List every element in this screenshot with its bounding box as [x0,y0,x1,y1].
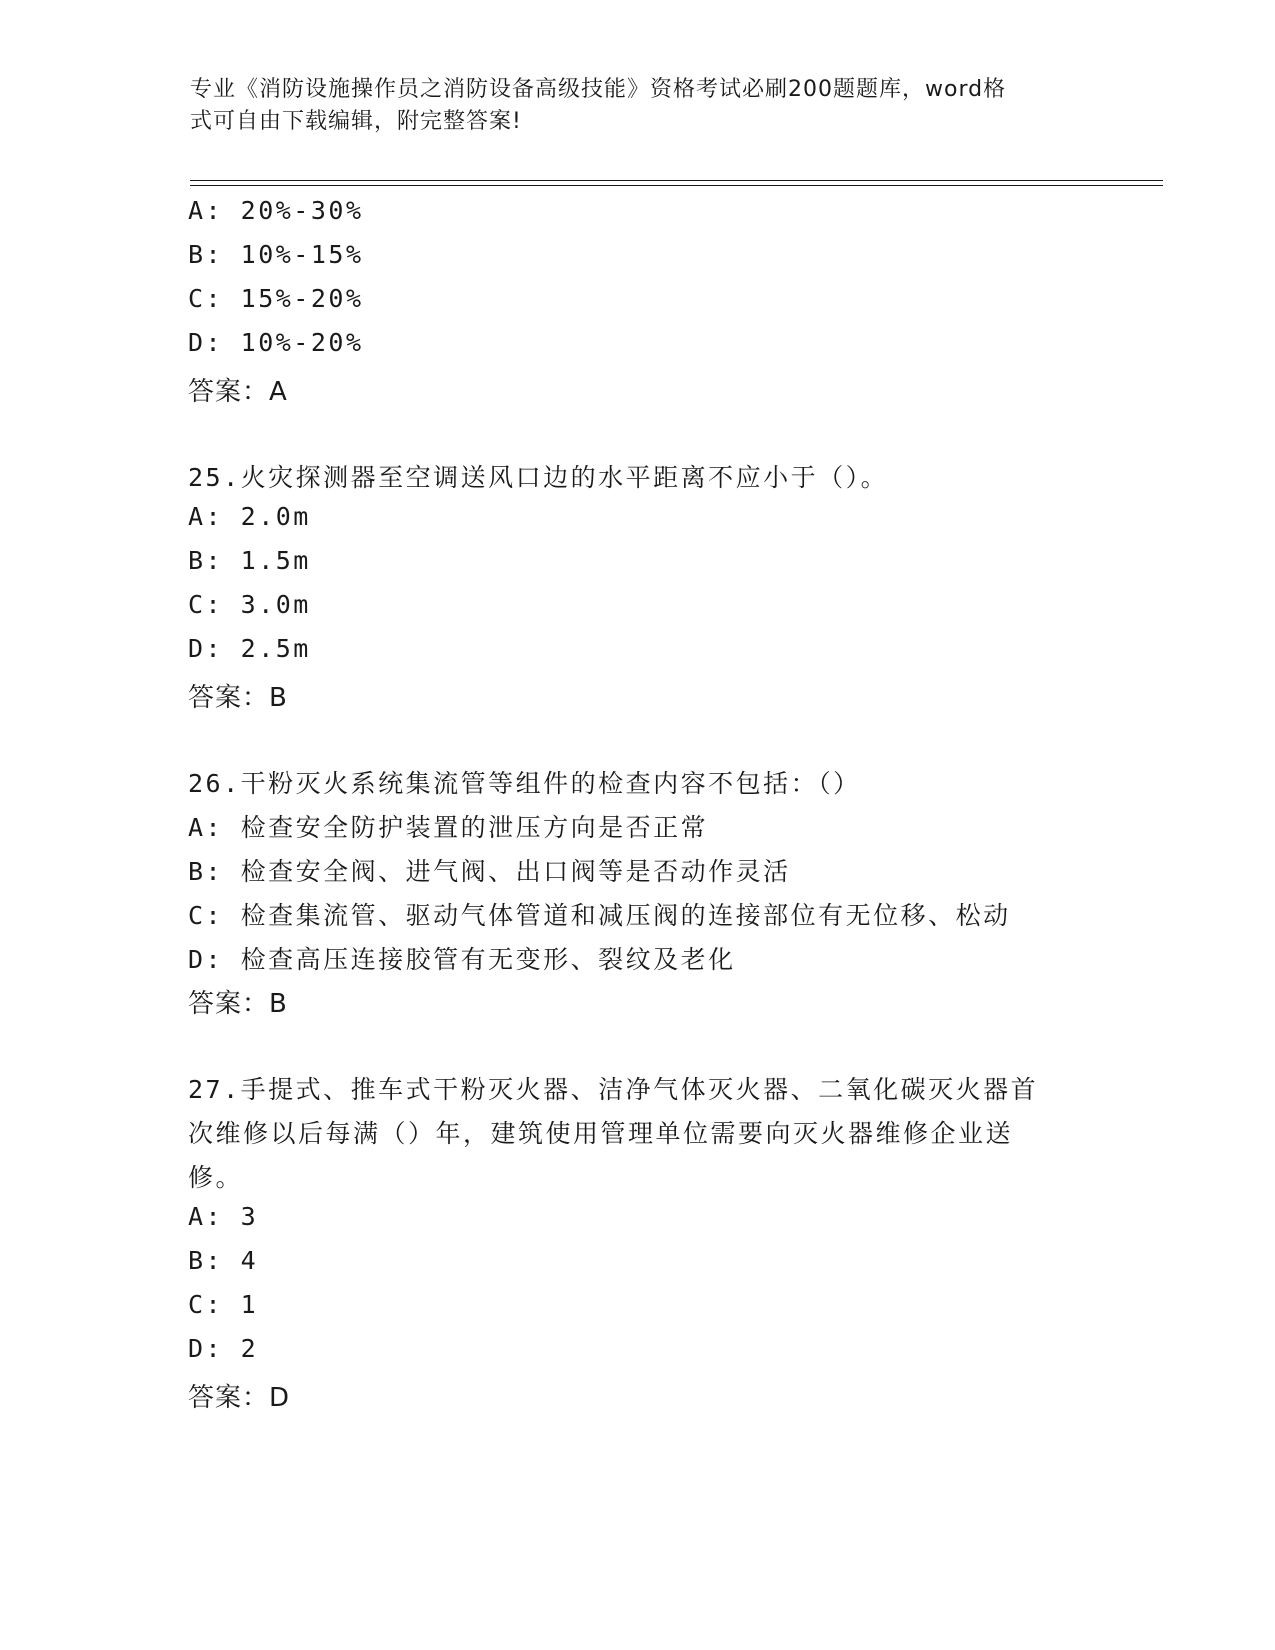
answer: 答案：B [188,989,288,1019]
question-text: 26.干粉灭火系统集流管等组件的检查内容不包括：（） [188,769,861,798]
option-c: C: 1 [188,1290,259,1319]
option-c: C: 3.0m [188,590,311,619]
header-divider-top [190,180,1163,181]
option-d: D: 10%-20% [188,328,364,357]
option-b: B: 检查安全阀、进气阀、出口阀等是否动作灵活 [188,857,791,886]
header-line-1: 专业《消防设施操作员之消防设备高级技能》资格考试必刷200题题库，word格 [190,77,1007,102]
option-d: D: 2 [188,1334,259,1363]
option-b: B: 1.5m [188,546,311,575]
option-a: A: 20%-30% [188,196,364,225]
question-text-line-1: 27.手提式、推车式干粉灭火器、洁净气体灭火器、二氧化碳灭火器首 [188,1075,1039,1104]
question-text-line-2: 次维修以后每满（）年，建筑使用管理单位需要向灭火器维修企业送 [188,1119,1014,1148]
document-header [190,74,1090,138]
option-a: A: 3 [188,1202,259,1231]
option-d: D: 检查高压连接胶管有无变形、裂纹及老化 [188,945,736,974]
answer: 答案：B [188,683,288,713]
option-d: D: 2.5m [188,634,311,663]
answer: 答案：D [188,1383,291,1413]
option-b: B: 10%-15% [188,240,364,269]
option-b: B: 4 [188,1246,259,1275]
header-divider-bottom [190,185,1163,186]
question-text: 25.火灾探测器至空调送风口边的水平距离不应小于（）。 [188,463,889,492]
option-a: A: 检查安全防护装置的泄压方向是否正常 [188,813,709,842]
header-line-2: 式可自由下载编辑，附完整答案! [190,109,522,134]
answer: 答案：A [188,377,288,407]
option-a: A: 2.0m [188,502,311,531]
option-c: C: 15%-20% [188,284,364,313]
option-c: C: 检查集流管、驱动气体管道和减压阀的连接部位有无位移、松动 [188,901,1011,930]
question-text-line-3: 修。 [188,1163,244,1192]
